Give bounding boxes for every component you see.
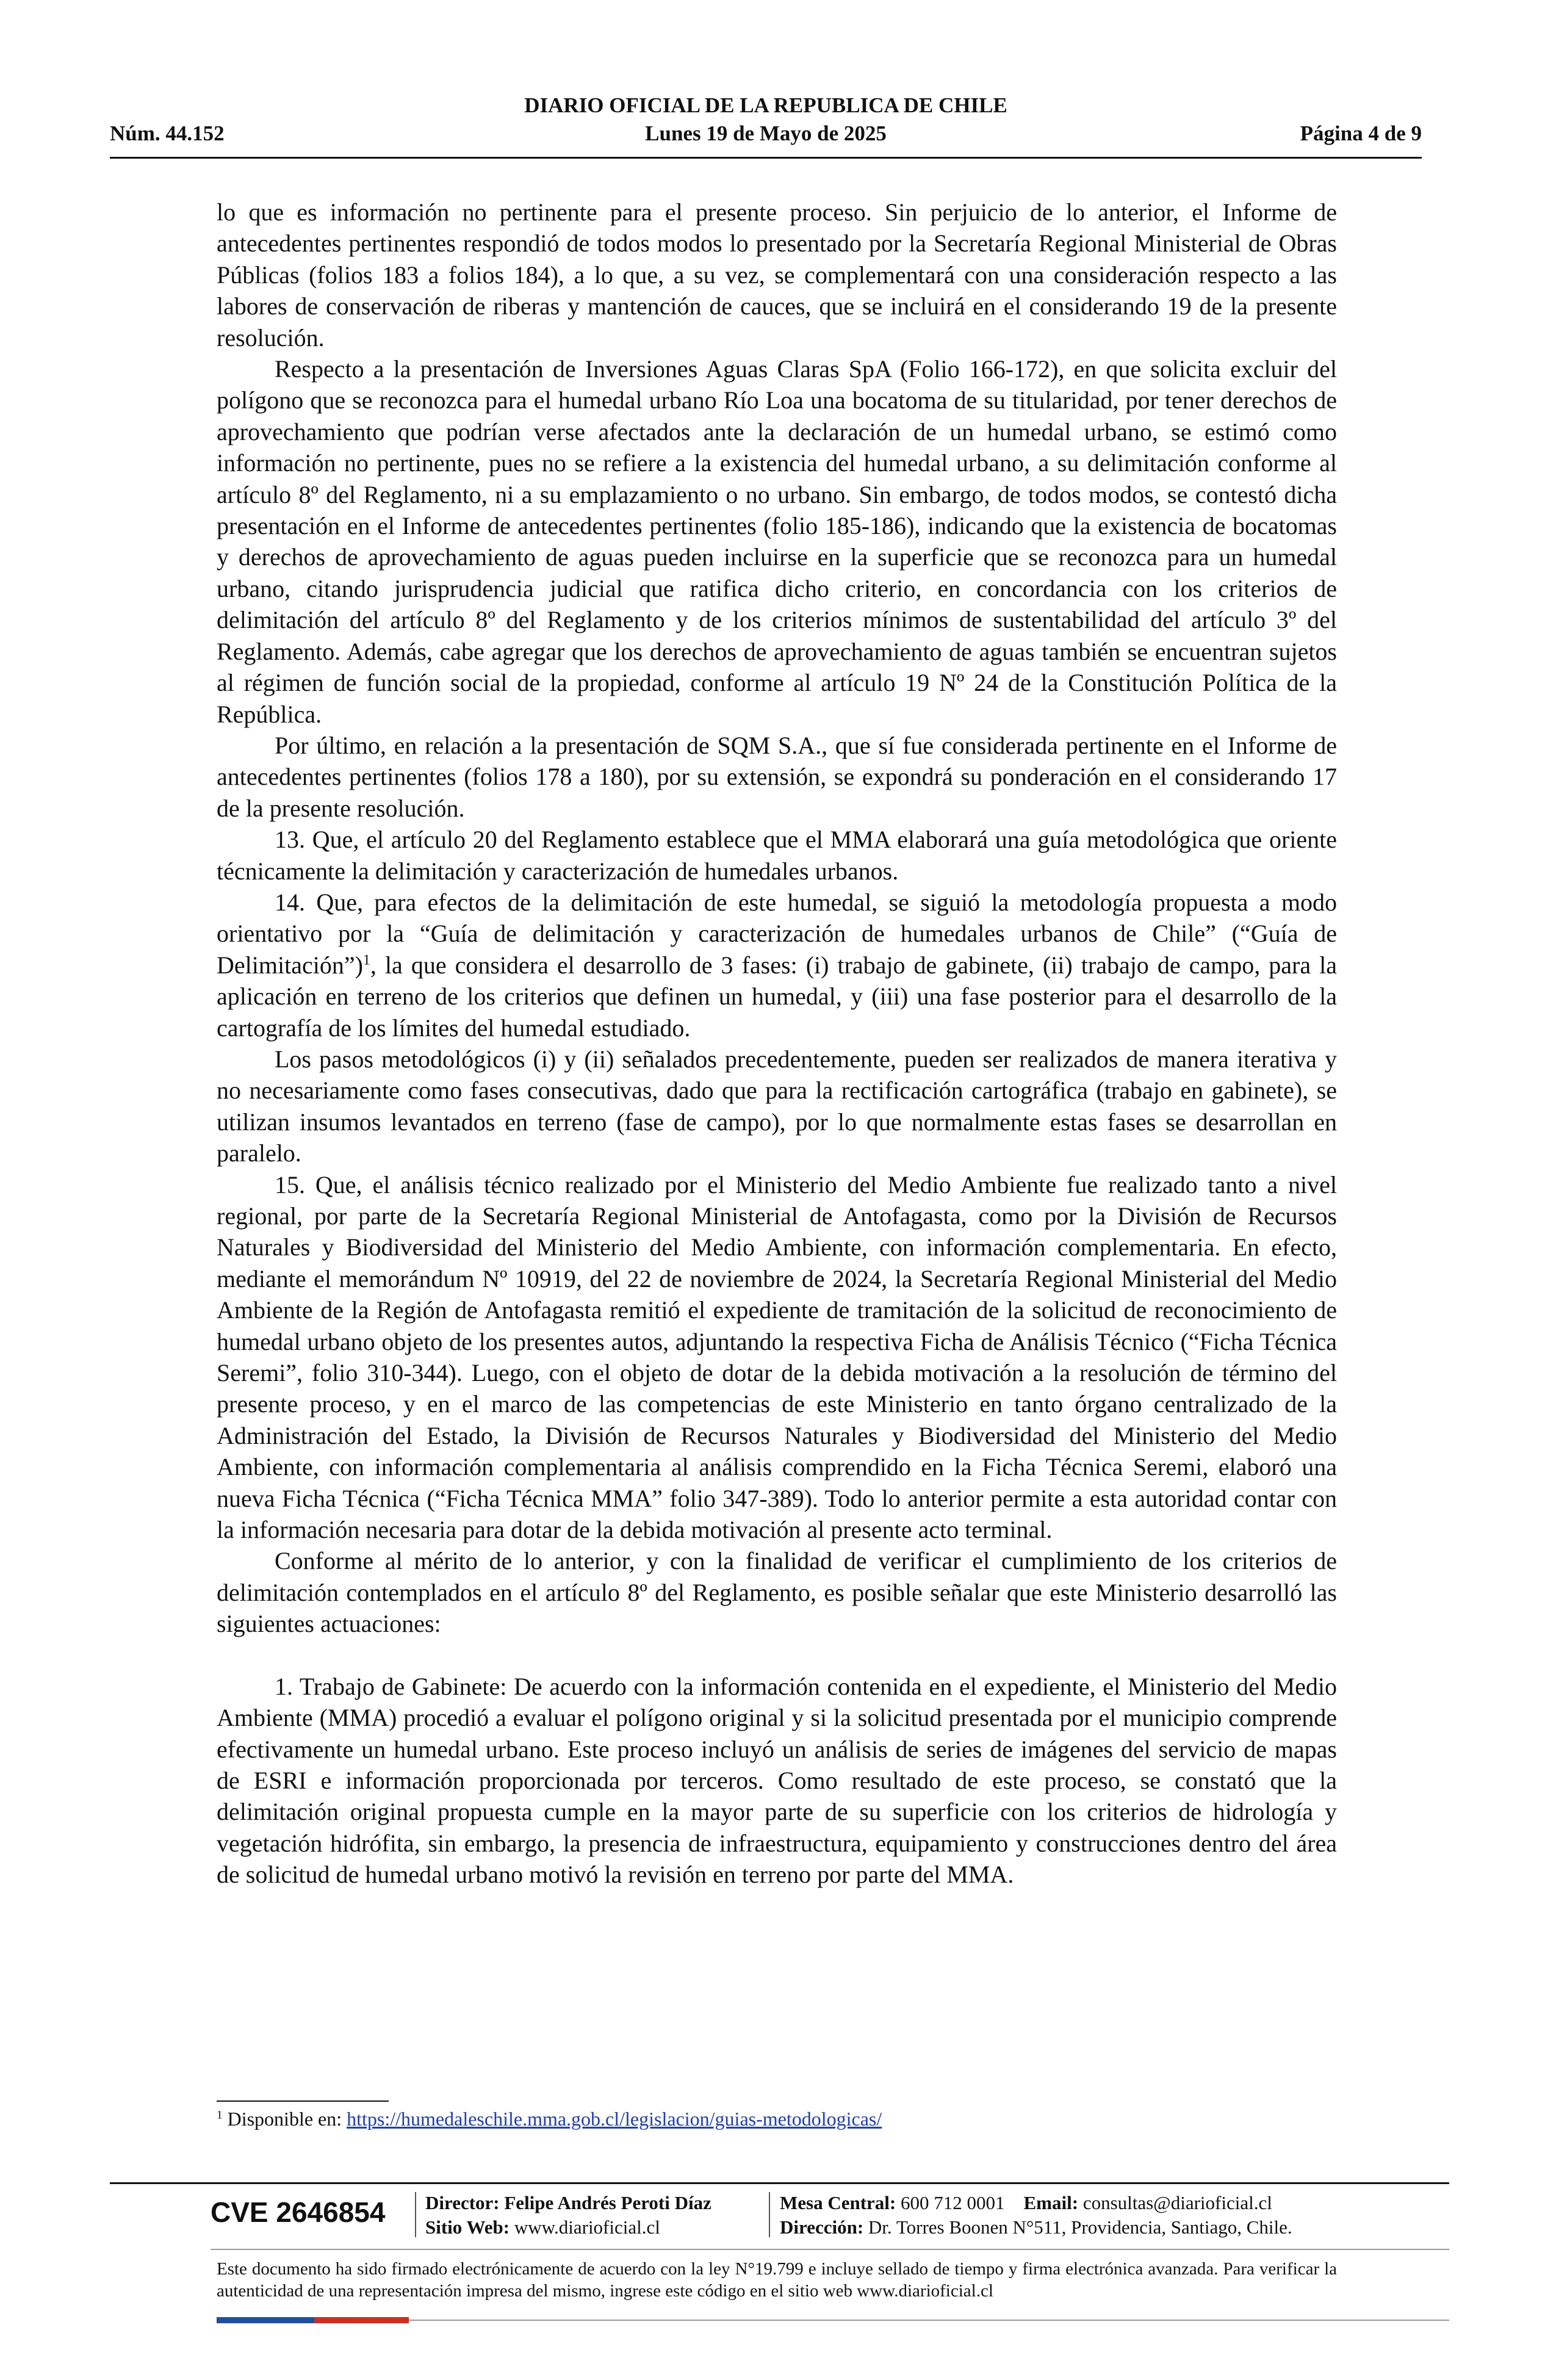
paragraph: Los pasos metodológicos (i) y (ii) señalados precedentemente, pueden ser realizados de manera iterativa y no necesariamente como fases consecutivas, dado que para la rectificación cartográfica (trabajo en gabinete), se utilizan insumos levantados en terreno (fase de campo), por lo que normalmente estas fases se desarrollan en paralelo. (217, 1045, 1337, 1167)
page-header (110, 93, 1422, 154)
legal-notice: Este documento ha sido firmado electrónicamente de acuerdo con la ley N°19.799 e incluye sellado de tiempo y firma electrónica avanzada. Para verificar la autenticidad de una representación impresa del mismo, ingrese este código en el sitio web www.diarioficial.cl (217, 2259, 1337, 2301)
footer-separator (769, 2192, 770, 2237)
issue-date: Lunes 19 de Mayo de 2025 (645, 121, 887, 145)
footnote-reference[interactable]: 1 (362, 952, 370, 968)
footnote-number: 1 (217, 2108, 223, 2122)
paragraph: Por último, en relación a la presentación de SQM S.A., que sí fue considerada pertinente en el Informe de antecedentes pertinentes (folios 178 a 180), por su extensión, se expondrá su ponderación en el considerando 17 de la presente resolución. (217, 731, 1337, 822)
paragraph: Respecto a la presentación de Inversiones Aguas Claras SpA (Folio 166-172), en que solicita excluir del polígono que se reconozca para el humedal urbano Río Loa una bocatoma de su titularidad, por tener derechos de aprovechamiento que podrían verse afectados ante la declaración de un humedal urbano, se estimó como información no pertinente, pues no se refiere a la existencia del humedal urbano, a su delimitación conforme al artículo 8º del Reglamento, ni a su emplazamiento o no urbano. Sin embargo, de todos modos, se contestó dicha presentación en el Informe de antecedentes pertinentes (folio 185-186), indicando que la existencia de bocatomas y derechos de aprovechamiento de aguas pueden incluirse en la superficie que se reconozca para un humedal urbano, citando jurisprudencia judicial que ratifica dicho criterio, en concordancia con los criterios de delimitación del artículo 8º del Reglamento y de los criterios mínimos de sustentabilidad del artículo 3º del Reglamento. Además, cabe agregar que los derechos de aprovechamiento de aguas también se encuentran sujetos al régimen de función social de la propiedad, conforme al artículo 19 Nº 24 de la Constitución Política de la República. (217, 355, 1337, 728)
paragraph-text: , la que considera el desarrollo de 3 fases: (i) trabajo de gabinete, (ii) trabajo de campo, para la aplicación en terreno de los criterios que definen un humedal, y (iii) una fase posterior para el desarrollo de la cartografía de los límites del humedal estudiado. (217, 951, 1337, 1042)
email-address[interactable]: consultas@diarioficial.cl (1082, 2192, 1272, 2213)
footnote-label: Disponible en: (227, 2108, 342, 2130)
paragraph: 1. Trabajo de Gabinete: De acuerdo con la información contenida en el expediente, el Ministerio del Medio Ambiente (MMA) procedió a evaluar el polígono original y si la solicitud presentada por el municipio comprende efectivamente un humedal urbano. Este proceso incluyó un análisis de series de imágenes del servicio de mapas de ESRI e información proporcionada por terceros. Como resultado de este proceso, se constató que la delimitación original propuesta cumple en la mayor parte de su superficie con los criterios de hidrología y vegetación hidrófita, sin embargo, la presencia de infraestructura, equipamiento y construcciones dentro del área de solicitud de humedal urbano motivó la revisión en terreno por parte del MMA. (217, 1672, 1337, 1889)
footnote-divider (217, 2101, 389, 2102)
issue-number: Núm. 44.152 (110, 121, 225, 145)
paragraph-text: 14. Que, para efectos de la delimitación de este humedal, se siguió la metodología propuesta a modo orientativo por la “Guía de delimitación y caracterización de humedales urbanos de Chile” (“Guía de Delimitación”) (217, 888, 1337, 979)
page-number: Página 4 de 9 (1300, 121, 1422, 145)
document-body (217, 197, 1337, 1891)
address-label: Dirección: (780, 2216, 864, 2238)
footer-separator (415, 2192, 416, 2237)
footer-director-block (425, 2191, 711, 2240)
director-name: Felipe Andrés Peroti Díaz (504, 2192, 711, 2213)
footnote-link[interactable]: https://humedaleschile.mma.gob.cl/legislacion/guias-metodologicas/ (347, 2108, 882, 2130)
flag-line (409, 2320, 1449, 2321)
flag-stripe-blue (217, 2317, 314, 2323)
footer-thin-divider (211, 2249, 1449, 2250)
flag-stripe (217, 2317, 409, 2323)
paragraph (217, 887, 1337, 1044)
mesa-label: Mesa Central: (780, 2192, 896, 2213)
footer-contact-block (780, 2191, 1292, 2240)
newspaper-title: DIARIO OFICIAL DE LA REPUBLICA DE CHILE (524, 93, 1007, 117)
email-label: Email: (1023, 2192, 1079, 2213)
paragraph: Conforme al mérito de lo anterior, y con la finalidad de verificar el cumplimiento de los criterios de delimitación contemplados en el artículo 8º del Reglamento, es posible señalar que este Ministerio desarrolló las siguientes actuaciones: (217, 1547, 1337, 1638)
footer-divider (110, 2182, 1449, 2184)
cve-code: CVE 2646854 (211, 2196, 386, 2228)
mesa-phone: 600 712 0001 (901, 2192, 1005, 2213)
flag-stripe-red (314, 2317, 409, 2323)
paragraph: 15. Que, el análisis técnico realizado por el Ministerio del Medio Ambiente fue realizado tanto a nivel regional, por parte de la Secretaría Regional Ministerial de Antofagasta, como por la División de Recursos Naturales y Biodiversidad del Ministerio del Medio Ambiente, con información complementaria. En efecto, mediante el memorándum Nº 10919, del 22 de noviembre de 2024, la Secretaría Regional Ministerial del Medio Ambiente de la Región de Antofagasta remitió el expediente de tramitación de la solicitud de reconocimiento de humedal urbano objeto de los presentes autos, adjuntando la respectiva Ficha de Análisis Técnico (“Ficha Técnica Seremi”, folio 310-344). Luego, con el objeto de dotar de la debida motivación a la resolución de término del presente proceso, y en el marco de las competencias de este Ministerio en tanto órgano centralizado de la Administración del Estado, la División de Recursos Naturales y Biodiversidad del Ministerio del Medio Ambiente, con información complementaria al análisis comprendido en la Ficha Técnica Seremi, elaboró una nueva Ficha Técnica (“Ficha Técnica MMA” folio 347-389). Todo lo anterior permite a esta autoridad contar con la información necesaria para dotar de la debida motivación al presente acto terminal. (217, 1170, 1337, 1544)
director-label: Director: (425, 2192, 500, 2213)
paragraph: lo que es información no pertinente para el presente proceso. Sin perjuicio de lo anterior, el Informe de antecedentes pertinentes respondió de todos modos lo presentado por la Secretaría Regional Ministerial de Obras Públicas (folios 183 a folios 184), a lo que, a su vez, se complementará con una consideración respecto a las labores de conservación de riberas y mantención de cauces, que se incluirá en el considerando 19 de la presente resolución. (217, 198, 1337, 352)
address-text: Dr. Torres Boonen N°511, Providencia, Santiago, Chile. (868, 2216, 1292, 2238)
header-divider (110, 157, 1422, 159)
footnote (217, 2107, 1337, 2131)
website-label: Sitio Web: (425, 2216, 510, 2238)
paragraph: 13. Que, el artículo 20 del Reglamento establece que el MMA elaborará una guía metodológica que oriente técnicamente la delimitación y caracterización de humedales urbanos. (217, 826, 1337, 885)
website-url[interactable]: www.diarioficial.cl (514, 2216, 660, 2238)
